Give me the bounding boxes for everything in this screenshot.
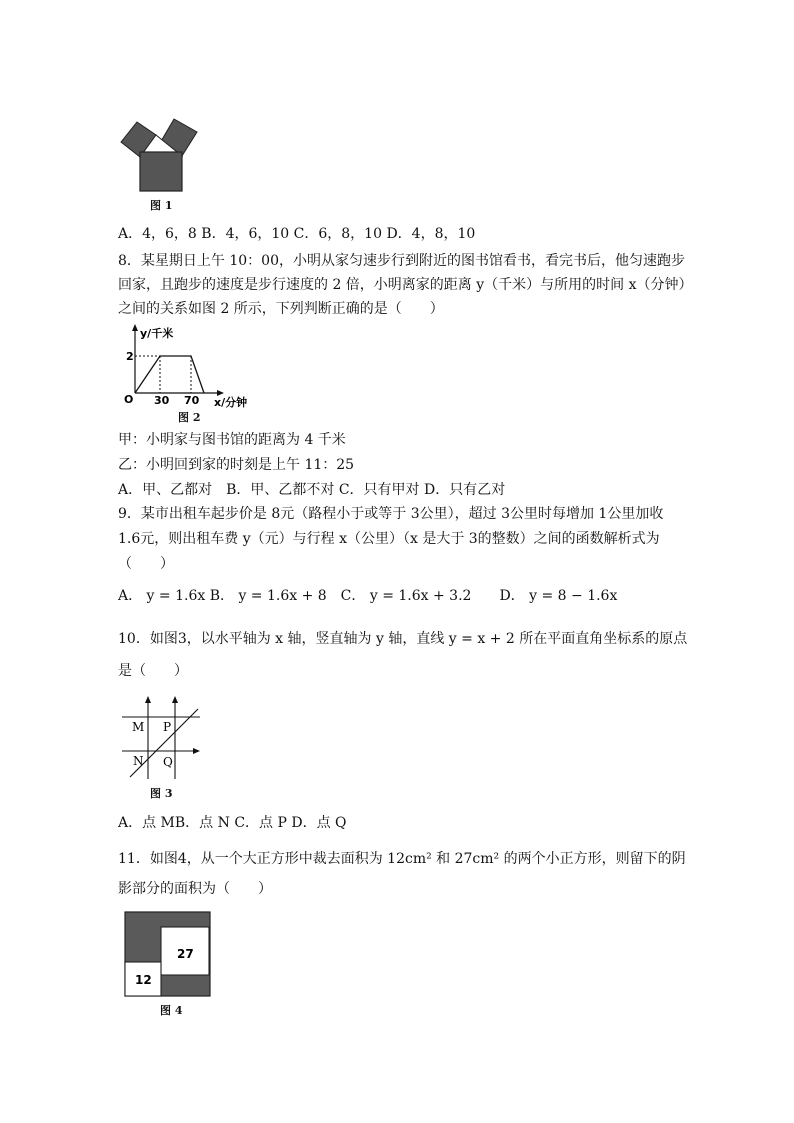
q8-jia: 甲：小明家与图书馆的距离为 4 千米 bbox=[118, 432, 346, 448]
q8-line3: 之间的关系如图 2 所示，下列判断正确的是（ ） bbox=[118, 301, 444, 317]
figure-4-squares bbox=[123, 910, 213, 1000]
distance-time-line bbox=[135, 356, 204, 393]
vertical-axis-left-arrow bbox=[145, 696, 151, 703]
figure-1 bbox=[118, 115, 198, 195]
fig2-x-tick-70: 70 bbox=[184, 394, 200, 407]
q8-yi: 乙：小明回到家的时刻是上午 11：25 bbox=[118, 457, 355, 473]
q11-line2: 影部分的面积为（ ） bbox=[118, 881, 272, 897]
figure-2-graph bbox=[118, 323, 248, 409]
y-axis-arrow bbox=[132, 324, 138, 331]
fig2-y-tick: 2 bbox=[126, 350, 134, 363]
point-Q: Q bbox=[163, 755, 173, 769]
q8-line1: 8．某星期日上午 10：00，小明从家匀速步行到附近的图书馆看书，看完书后，他匀速跑步 bbox=[118, 253, 685, 269]
q11-line1: 11．如图4，从一个大正方形中裁去面积为 12cm² 和 27cm² 的两个小正方形，则留下的阴 bbox=[118, 851, 686, 867]
fig2-origin: O bbox=[124, 393, 134, 406]
point-M: M bbox=[132, 720, 145, 734]
q9-options: A． y = 1.6x B． y = 1.6x + 8 C． y = 1.6x + 3.2 D． y = 8 − 1.6x bbox=[118, 588, 618, 604]
fig1-square-bottom bbox=[140, 152, 182, 191]
fig3-caption: 图 3 bbox=[150, 787, 173, 800]
q8-options: A．甲、乙都对 B．甲、乙都不对 C．只有甲对 D．只有乙对 bbox=[118, 482, 506, 498]
q9-line3: （ ） bbox=[118, 556, 174, 572]
q9-line2: 1.6元，则出租车费 y（元）与行程 x（公里）（x 是大于 3的整数）之间的函数解析式为 bbox=[118, 531, 660, 547]
fig2-x-tick-30: 30 bbox=[154, 394, 170, 407]
figure-3-grid bbox=[118, 693, 208, 783]
label-27: 27 bbox=[177, 947, 194, 961]
q9-line1: 9．某市出租车起步价是 8元（路程小于或等于 3公里），超过 3公里时每增加 1公里加收 bbox=[118, 506, 664, 522]
q7-options: A．4，6，8 B．4，6，10 C．6，8，10 D．4，8，10 bbox=[118, 226, 476, 242]
fig1-caption: 图 1 bbox=[150, 199, 173, 212]
vertical-axis-right-arrow bbox=[172, 696, 178, 703]
q10-line2: 是（ ） bbox=[118, 663, 188, 679]
fig2-ylabel: y/千米 bbox=[140, 327, 174, 340]
q10-options: A．点 MB．点 N C．点 P D．点 Q bbox=[118, 815, 347, 831]
q8-line2: 回家，且跑步的速度是步行速度的 2 倍，小明离家的距离 y（千米）与所用的时间 x（分钟） bbox=[118, 277, 693, 293]
fig2-caption: 图 2 bbox=[178, 411, 201, 424]
fig2-xlabel: x/分钟 bbox=[214, 396, 248, 409]
horizontal-axis-arrow bbox=[193, 748, 200, 754]
label-12: 12 bbox=[135, 973, 152, 987]
point-N: N bbox=[133, 754, 144, 768]
q10-line1: 10．如图3，以水平轴为 x 轴，竖直轴为 y 轴，直线 y = x + 2 所在平面直角坐标系的原点 bbox=[118, 631, 688, 647]
point-P: P bbox=[163, 720, 172, 734]
fig4-caption: 图 4 bbox=[160, 1004, 183, 1017]
